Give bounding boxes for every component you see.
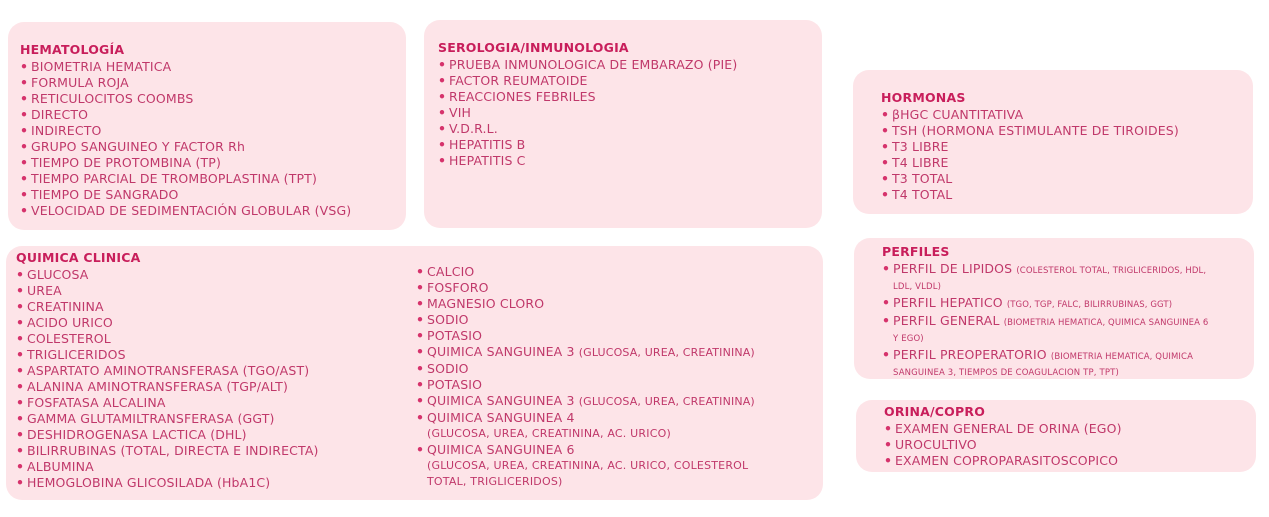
- list-item: • PERFIL HEPATICO (TGO, TGP, FALC, BILIRRUBINAS, GGT): [882, 295, 1173, 310]
- list-item: • DIRECTO: [20, 107, 89, 122]
- list-item: • REACCIONES FEBRILES: [438, 89, 596, 104]
- list-item: • V.D.R.L.: [438, 121, 498, 136]
- quimica-list-col2: [416, 264, 755, 490]
- list-item: • DESHIDROGENASA LACTICA (DHL): [16, 427, 247, 442]
- list-item: • EXAMEN COPROPARASITOSCOPICO: [884, 453, 1119, 468]
- hormonas-list: [881, 107, 1253, 203]
- list-item: • HEPATITIS C: [438, 153, 526, 168]
- perfiles-title: PERFILES: [882, 244, 950, 259]
- list-item: • PERFIL DE LIPIDOS (COLESTEROL TOTAL, TRIGLICERIDOS, HDL,: [882, 261, 1207, 276]
- list-item: • RETICULOCITOS COOMBS: [20, 91, 194, 106]
- list-item-note: (GLUCOSA, UREA, CREATININA, AC. URICO): [427, 427, 671, 440]
- list-item: • QUIMICA SANGUINEA 6: [416, 442, 575, 457]
- list-item: • PERFIL GENERAL (BIOMETRIA HEMATICA, QUIMICA SANGUINEA 6: [882, 313, 1209, 328]
- list-item: • T3 LIBRE: [881, 139, 949, 154]
- list-item-note: SANGUINEA 3, TIEMPOS DE COAGULACION TP, TPT): [893, 368, 1119, 378]
- list-item: • ASPARTATO AMINOTRANSFERASA (TGO/AST): [16, 363, 310, 378]
- list-item: • FOSFATASA ALCALINA: [16, 395, 166, 410]
- list-item: • UREA: [16, 283, 62, 298]
- list-item: • MAGNESIO CLORO: [416, 296, 545, 311]
- list-item: • ALANINA AMINOTRANSFERASA (TGP/ALT): [16, 379, 288, 394]
- serologia-title: SEROLOGIA/INMUNOLOGIA: [438, 40, 629, 55]
- list-item: • GRUPO SANGUINEO Y FACTOR Rh: [20, 139, 246, 154]
- list-item: • VELOCIDAD DE SEDIMENTACIÓN GLOBULAR (VSG): [20, 203, 352, 218]
- list-item: • TSH (HORMONA ESTIMULANTE DE TIROIDES): [881, 123, 1179, 138]
- hematologia-card: [8, 22, 406, 230]
- list-item: • TIEMPO DE SANGRADO: [20, 187, 179, 202]
- list-item: • T3 TOTAL: [881, 171, 953, 186]
- list-item: • ALBUMINA: [16, 459, 94, 474]
- list-item: • UROCULTIVO: [884, 437, 977, 452]
- list-item: • CREATININA: [16, 299, 104, 314]
- list-item: • CALCIO: [416, 264, 475, 279]
- list-item: • SODIO: [416, 312, 469, 327]
- list-item: • PRUEBA INMUNOLOGICA DE EMBARAZO (PIE): [438, 57, 738, 72]
- quimica-title: QUIMICA CLINICA: [16, 250, 141, 265]
- list-item: • POTASIO: [416, 377, 483, 392]
- serologia-list: [438, 57, 822, 169]
- list-item: • FOSFORO: [416, 280, 489, 295]
- list-item: • FACTOR REUMATOIDE: [438, 73, 588, 88]
- list-item: • T4 TOTAL: [881, 187, 953, 202]
- list-item: • PERFIL PREOPERATORIO (BIOMETRIA HEMATICA, QUIMICA: [882, 347, 1193, 362]
- perfiles-card: [854, 238, 1254, 379]
- list-item: • EXAMEN GENERAL DE ORINA (EGO): [884, 421, 1122, 436]
- list-item: • T4 LIBRE: [881, 155, 949, 170]
- list-item: • QUIMICA SANGUINEA 3 (GLUCOSA, UREA, CREATININA): [416, 393, 755, 408]
- list-item: • SODIO: [416, 361, 469, 376]
- list-item: • BIOMETRIA HEMATICA: [20, 59, 172, 74]
- list-item: • VIH: [438, 105, 472, 120]
- perfiles-list: [882, 261, 1254, 381]
- hormonas-title: HORMONAS: [881, 90, 966, 105]
- list-item: • TRIGLICERIDOS: [16, 347, 126, 362]
- list-item: • QUIMICA SANGUINEA 4: [416, 410, 575, 425]
- list-item: • GLUCOSA: [16, 267, 89, 282]
- list-item: • QUIMICA SANGUINEA 3 (GLUCOSA, UREA, CREATININA): [416, 344, 755, 359]
- list-item: • TIEMPO PARCIAL DE TROMBOPLASTINA (TPT): [20, 171, 317, 186]
- list-item-note: LDL, VLDL): [893, 282, 942, 292]
- hormonas-card: [853, 70, 1253, 214]
- list-item: • BILIRRUBINAS (TOTAL, DIRECTA E INDIRECTA): [16, 443, 319, 458]
- hematologia-title: HEMATOLOGÍA: [20, 42, 125, 57]
- list-item: • FORMULA ROJA: [20, 75, 129, 90]
- list-item: • GAMMA GLUTAMILTRANSFERASA (GGT): [16, 411, 275, 426]
- list-item-note: (GLUCOSA, UREA, CREATININA, AC. URICO, COLESTEROL: [427, 459, 749, 472]
- list-item: • ACIDO URICO: [16, 315, 113, 330]
- list-item: • TIEMPO DE PROTOMBINA (TP): [20, 155, 221, 170]
- list-item: • HEMOGLOBINA GLICOSILADA (HbA1C): [16, 475, 271, 490]
- orina-list: [884, 421, 1256, 469]
- serologia-card: [424, 20, 822, 228]
- list-item: • COLESTEROL: [16, 331, 111, 346]
- list-item-note: Y EGO): [893, 334, 924, 344]
- orina-title: ORINA/COPRO: [884, 404, 986, 419]
- orina-copro-card: [856, 400, 1256, 472]
- list-item: • βHGC CUANTITATIVA: [881, 107, 1024, 122]
- list-item: • HEPATITIS B: [438, 137, 526, 152]
- list-item-note: TOTAL, TRIGLICERIDOS): [427, 475, 563, 488]
- list-item: • POTASIO: [416, 328, 483, 343]
- quimica-clinica-card: [6, 246, 823, 500]
- list-item: • INDIRECTO: [20, 123, 102, 138]
- hematologia-list: [20, 59, 406, 219]
